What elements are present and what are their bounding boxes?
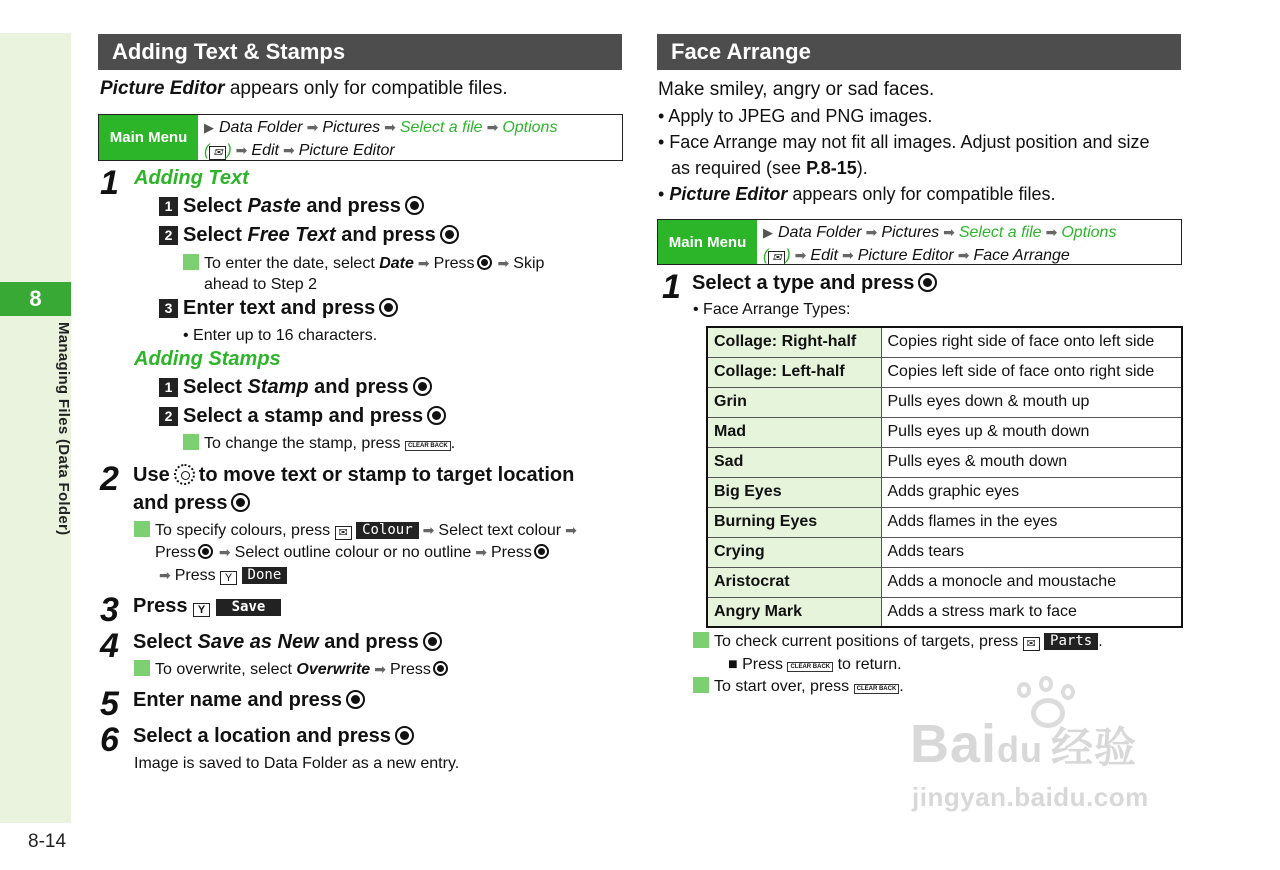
bullet-jpeg-png: • Apply to JPEG and PNG images.: [658, 106, 933, 126]
save-softkey-label: Save: [216, 599, 282, 616]
note-text: To change the stamp, press: [204, 435, 401, 452]
softkey-y-icon: Y: [193, 603, 210, 617]
softkey-y-icon: Y: [220, 571, 237, 585]
arrow-icon: ➡: [282, 142, 295, 158]
nav-path-text: [198, 115, 622, 160]
step-3-number: 3: [100, 591, 119, 629]
arrow-icon: ➡: [235, 142, 248, 158]
step-6-note: Image is saved to Data Folder as a new entry.: [134, 755, 460, 772]
substep-paste: [159, 195, 424, 218]
substep-number: 2: [159, 407, 178, 426]
nav-item: Select a file: [958, 224, 1042, 241]
step-text-part: and press: [318, 631, 419, 653]
type-description: Adds a stress mark to face: [881, 597, 1182, 627]
nav-item: Select a file: [399, 119, 483, 136]
substep-enter-text: [159, 297, 398, 320]
bullet-text: appears only for compatible files.: [792, 184, 1056, 204]
bullet-emphasis: Picture Editor: [669, 184, 788, 204]
type-name: Mad: [707, 417, 881, 447]
chapter-title: Managing Files (Data Folder): [55, 322, 72, 536]
baidu-watermark: [910, 714, 1137, 780]
face-step-1-text: [692, 269, 937, 297]
overwrite-note: [134, 658, 450, 681]
arrow-icon: ➡: [384, 119, 396, 135]
nav-item: Edit: [251, 142, 279, 159]
step-6-text: [133, 722, 414, 750]
type-description: Adds tears: [881, 537, 1182, 567]
bullet-fit-line2: [671, 158, 868, 179]
start-over-note: [693, 676, 904, 698]
watermark-text: 经验: [1051, 724, 1138, 771]
note-text: .: [1098, 633, 1103, 650]
mail-key-icon: ✉: [335, 526, 352, 540]
nav-item: Pictures: [322, 119, 381, 136]
watermark-text: du: [997, 729, 1044, 770]
step-1-number: 1: [100, 164, 119, 202]
substep-number: 3: [159, 299, 178, 318]
center-key-icon: [405, 196, 424, 215]
table-row: [707, 357, 1182, 387]
center-key-icon: [379, 298, 398, 317]
type-description: Copies right side of face onto left side: [881, 327, 1182, 357]
note-marker-icon: [693, 632, 709, 648]
substep-number: 2: [159, 226, 178, 245]
substep-select-stamp: [159, 405, 446, 428]
note-text: To enter the date, select: [204, 255, 380, 272]
colour-note-line1: [134, 519, 581, 542]
note-text: To overwrite, select: [155, 661, 297, 678]
date-note-line2: ahead to Step 2: [204, 276, 317, 293]
arrow-icon: ➡: [417, 255, 430, 271]
done-softkey-label: Done: [242, 567, 288, 584]
clear-back-key-icon: CLEAR BACK: [405, 441, 451, 451]
arrow-icon: ➡: [374, 661, 386, 677]
center-key-icon: [440, 225, 459, 244]
note-text: To check current positions of targets, press: [714, 633, 1019, 650]
substep-stamp: [159, 376, 432, 399]
note-emphasis: Overwrite: [296, 661, 371, 678]
watermark-text: Bai: [910, 714, 998, 774]
arrow-icon: ➡: [957, 247, 970, 263]
step-text-part: Enter name and press: [133, 689, 342, 711]
center-key-icon: [477, 255, 492, 270]
face-arrange-types-table: [706, 326, 1183, 628]
center-key-icon: [413, 377, 432, 396]
table-row: [707, 537, 1182, 567]
substep-emphasis: Stamp: [247, 376, 309, 398]
arrow-icon: ➡: [841, 247, 854, 263]
type-name: Sad: [707, 447, 881, 477]
nav-item: Options: [1061, 224, 1117, 241]
note-text: Press: [155, 544, 196, 561]
substep-number: 1: [159, 378, 178, 397]
step-text-part: Select a type and press: [692, 272, 915, 294]
step-text-part: Select a location and press: [133, 725, 391, 747]
section-title-adding-text-stamps: Adding Text & Stamps: [98, 34, 622, 70]
bullet-text: ).: [856, 158, 868, 178]
center-key-icon: [346, 690, 365, 709]
note-text: to return.: [837, 656, 902, 673]
note-text: To specify colours, press: [155, 522, 331, 539]
adding-stamps-subtitle: Adding Stamps: [134, 348, 281, 370]
note-text: To start over, press: [714, 678, 850, 695]
table-row: [707, 597, 1182, 627]
navigation-key-icon: [174, 464, 195, 485]
mail-key-icon: ✉: [209, 146, 226, 160]
note-text: Press: [433, 255, 475, 272]
substep-text: Select: [183, 195, 248, 217]
left-intro: [100, 78, 508, 100]
substep-text: Select a stamp and press: [183, 405, 424, 427]
substep-text: and press: [308, 376, 409, 398]
note-marker-icon: [183, 254, 199, 270]
main-menu-label: Main Menu: [658, 220, 757, 264]
nav-paren: (: [204, 142, 210, 159]
colour-note-line2: [155, 541, 551, 564]
nav-paren: (: [763, 247, 769, 264]
page-reference: P.8-15: [806, 158, 857, 178]
table-row: [707, 507, 1182, 537]
substep-text: Enter text and press: [183, 297, 376, 319]
table-row: [707, 447, 1182, 477]
nav-item: Data Folder: [778, 224, 862, 241]
arrow-icon: ➡: [218, 544, 231, 560]
mail-key-icon: ✉: [768, 251, 785, 265]
note-marker-icon: [134, 521, 150, 537]
colour-softkey-label: Colour: [356, 522, 419, 539]
bullet-dot: •: [658, 184, 665, 204]
type-name: Collage: Right-half: [707, 327, 881, 357]
type-name: Collage: Left-half: [707, 357, 881, 387]
step-5-text: [133, 686, 365, 714]
type-description: Copies left side of face onto right side: [881, 357, 1182, 387]
substep-emphasis: Paste: [247, 195, 301, 217]
date-note: [183, 252, 544, 275]
nav-paren: ): [785, 247, 791, 264]
type-name: Burning Eyes: [707, 507, 881, 537]
table-row: [707, 327, 1182, 357]
note-text: Press: [174, 567, 216, 584]
parts-softkey-label: Parts: [1044, 633, 1098, 650]
nav-item: Options: [502, 119, 558, 136]
table-row: [707, 567, 1182, 597]
step-text-part: and press: [133, 492, 228, 514]
bullet-fit: • Face Arrange may not fit all images. Adjust position and size: [658, 132, 1150, 152]
table-row: [707, 387, 1182, 417]
center-key-icon: [231, 493, 250, 512]
nav-item: Edit: [810, 247, 838, 264]
nav-item: Face Arrange: [973, 247, 1070, 264]
center-key-icon: [395, 726, 414, 745]
substep-text: and press: [335, 224, 436, 246]
step-text-part: to move text or stamp to target location: [198, 464, 575, 486]
types-label: • Face Arrange Types:: [693, 301, 851, 318]
step-3-text: [133, 592, 281, 620]
section-title-face-arrange: Face Arrange: [657, 34, 1181, 70]
note-text: ■ Press: [728, 656, 784, 673]
type-description: Adds graphic eyes: [881, 477, 1182, 507]
table-row: [707, 417, 1182, 447]
arrow-icon: ➡: [497, 255, 510, 271]
center-key-icon: [433, 661, 448, 676]
center-key-icon: [423, 632, 442, 651]
arrow-icon: ➡: [565, 522, 577, 538]
step-4-text: [133, 628, 442, 656]
arrow-icon: ➡: [422, 522, 435, 538]
arrow-icon: ➡: [486, 119, 499, 135]
substep-number: 1: [159, 197, 178, 216]
center-key-icon: [918, 273, 937, 292]
note-marker-icon: [183, 434, 199, 450]
substep-text: Select: [183, 224, 248, 246]
center-key-icon: [534, 544, 549, 559]
page-number: 8-14: [28, 831, 67, 852]
step-text-part: Use: [133, 464, 170, 486]
type-name: Aristocrat: [707, 567, 881, 597]
parts-note: [693, 631, 1103, 653]
arrow-icon: ➡: [1045, 224, 1058, 240]
step-2-number: 2: [100, 460, 119, 498]
right-intro: Make smiley, angry or sad faces.: [658, 79, 935, 100]
substep-text: Select: [183, 376, 248, 398]
note-emphasis: Date: [379, 255, 414, 272]
arrow-icon: ➡: [306, 119, 319, 135]
step-5-number: 5: [100, 685, 119, 723]
note-text: .: [899, 678, 904, 695]
triangle-icon: ▶: [763, 225, 773, 240]
adding-text-subtitle: Adding Text: [134, 167, 249, 189]
face-step-1-number: 1: [662, 268, 681, 306]
baidu-watermark-url: jingyan.baidu.com: [912, 782, 1149, 812]
type-name: Big Eyes: [707, 477, 881, 507]
clear-back-key-icon: CLEAR BACK: [787, 662, 833, 672]
step-text-part: Press: [133, 595, 188, 617]
colour-note-line3: [155, 564, 287, 587]
nav-item: Pictures: [881, 224, 940, 241]
substep-text: and press: [300, 195, 401, 217]
type-name: Crying: [707, 537, 881, 567]
type-description: Pulls eyes down & mouth up: [881, 387, 1182, 417]
nav-item: Picture Editor: [298, 142, 395, 159]
step-6-number: 6: [100, 721, 119, 759]
note-text: Skip: [513, 255, 545, 272]
table-row: [707, 477, 1182, 507]
arrow-icon: ➡: [794, 247, 807, 263]
main-menu-nav-path-face: [657, 219, 1182, 265]
note-text: Select text colour: [438, 522, 562, 539]
main-menu-label: Main Menu: [99, 115, 198, 160]
type-description: Pulls eyes & mouth down: [881, 447, 1182, 477]
bullet-text: as required (see: [671, 158, 807, 178]
type-description: Adds a monocle and moustache: [881, 567, 1182, 597]
note-marker-icon: [134, 660, 150, 676]
substep-emphasis: Free Text: [247, 224, 336, 246]
intro-bold: Picture Editor: [100, 78, 225, 99]
nav-item: Picture Editor: [857, 247, 954, 264]
mail-key-icon: ✉: [1023, 637, 1040, 651]
center-key-icon: [198, 544, 213, 559]
stamp-note: To change the stamp, press CLEAR BACK .: [183, 433, 455, 455]
note-text: Press: [490, 544, 532, 561]
type-name: Angry Mark: [707, 597, 881, 627]
arrow-icon: ➡: [159, 567, 171, 583]
nav-path-text: [757, 220, 1181, 264]
center-key-icon: [427, 406, 446, 425]
step-4-number: 4: [100, 627, 119, 665]
chapter-number-badge: 8: [0, 282, 71, 316]
type-name: Grin: [707, 387, 881, 417]
arrow-icon: ➡: [475, 544, 487, 560]
step-text-part: Select: [133, 631, 198, 653]
step-2-text: [133, 461, 613, 517]
note-text: Select outline colour or no outline: [234, 544, 472, 561]
return-note: [728, 654, 902, 676]
nav-item: Data Folder: [219, 119, 303, 136]
bullet-compatible: [658, 184, 1056, 205]
note-text: Press: [389, 661, 431, 678]
nav-paren: ): [226, 142, 232, 159]
note-marker-icon: [693, 677, 709, 693]
substep-free-text: [159, 224, 459, 247]
triangle-icon: ▶: [204, 120, 214, 135]
chars-note: • Enter up to 16 characters.: [183, 327, 378, 344]
intro-rest: appears only for compatible files.: [229, 78, 508, 99]
clear-back-key-icon: CLEAR BACK: [854, 684, 900, 694]
type-description: Pulls eyes up & mouth down: [881, 417, 1182, 447]
step-emphasis: Save as New: [197, 631, 319, 653]
arrow-icon: ➡: [865, 224, 878, 240]
arrow-icon: ➡: [943, 224, 955, 240]
type-description: Adds flames in the eyes: [881, 507, 1182, 537]
main-menu-nav-path: [98, 114, 623, 161]
